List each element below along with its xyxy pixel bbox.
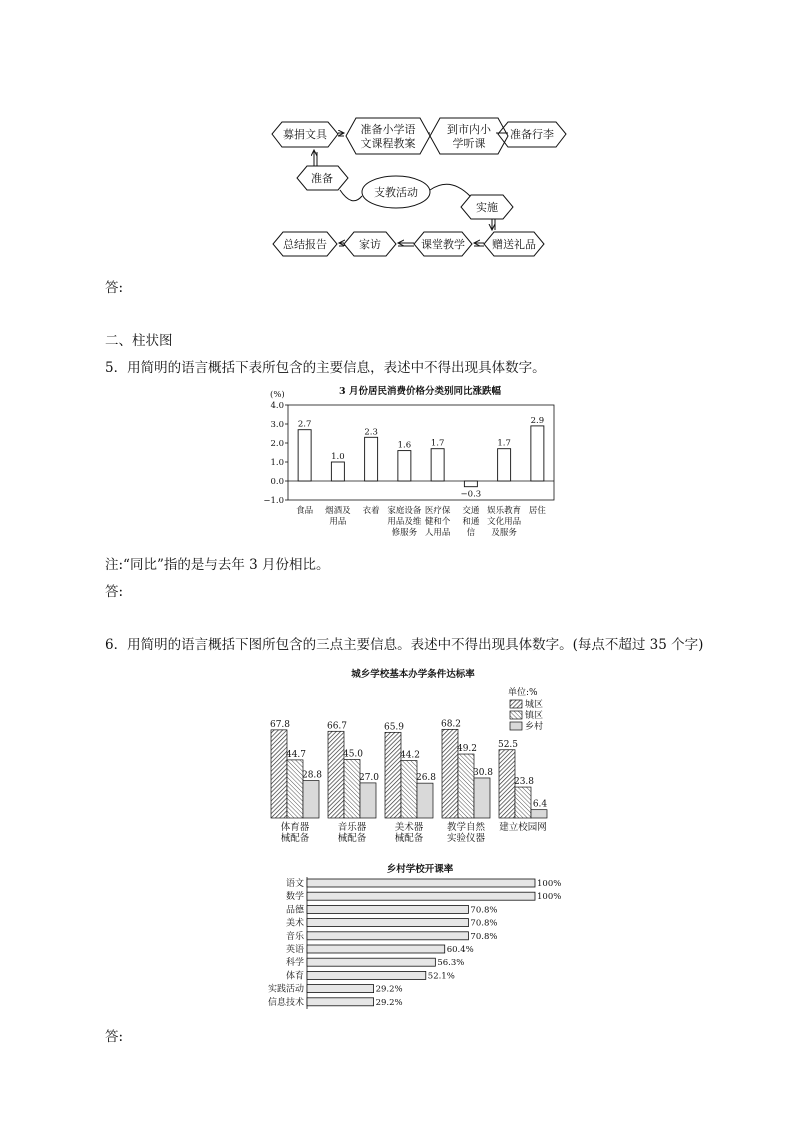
chart2-category-label: 械配备	[280, 833, 310, 844]
chart2-bar	[344, 760, 360, 819]
question-6: 6．用简明的语言概括下图所包含的三点主要信息。表述中不得出现具体数字。(每点不超过 35 个字)	[105, 637, 704, 653]
chart1-bar	[431, 449, 444, 481]
chart1-value-label: 2.7	[297, 419, 312, 430]
chart2-value-label: 67.8	[269, 719, 291, 730]
chart1-category-label: 用品	[329, 517, 347, 527]
flow-node-1: 募捐文具	[283, 128, 327, 141]
cpi-bar-chart	[0, 380, 793, 550]
chart3-category-label: 体育	[285, 971, 304, 982]
chart3-category-label: 品德	[285, 905, 304, 916]
chart3-category-label: 美术	[285, 918, 304, 929]
flowchart	[0, 0, 793, 270]
chart3-bar	[307, 998, 374, 1006]
chart2-value-label: 65.9	[383, 722, 405, 733]
chart1-category-label: 烟酒及	[325, 506, 351, 516]
chart3-category-label: 数学	[285, 892, 304, 903]
chart1-category-label: 修服务	[391, 528, 418, 538]
chart2-bar	[328, 731, 344, 818]
section-title: 二、柱状图	[105, 333, 173, 349]
chart2-category-label: 美术器	[394, 822, 424, 833]
chart2-value-label: 23.8	[513, 777, 535, 788]
chart1-ytick-label: 4.0	[270, 401, 284, 411]
chart1-value-label: 2.3	[364, 427, 378, 438]
chart2-title: 城乡学校基本办学条件达标率	[351, 669, 475, 680]
flow-node-implement: 实施	[476, 201, 498, 214]
chart3-value-label: 29.2%	[375, 997, 403, 1008]
chart3-value-label: 70.8%	[470, 905, 498, 916]
chart2-category-label: 建立校园网	[499, 822, 547, 833]
chart1-ytick-label: 3.0	[270, 420, 284, 430]
flow-node-4: 准备行李	[510, 128, 554, 141]
chart1-category-label: 健和个	[424, 517, 451, 527]
chart1-category-label: 家庭设备	[387, 506, 422, 516]
chart1-bar	[331, 462, 344, 481]
chart2-value-label: 30.8	[472, 767, 494, 778]
chart3-bar	[307, 958, 435, 966]
chart2-value-label: 45.0	[342, 749, 364, 760]
chart1-ylabel: (%)	[270, 390, 285, 400]
chart2-bar	[360, 783, 376, 818]
chart1-category-label: 和通	[462, 517, 480, 527]
chart2-unit: 单位:%	[508, 688, 538, 698]
chart2-bar	[499, 750, 515, 818]
chart1-category-label: 用品及维	[387, 517, 422, 527]
chart2-bar	[271, 730, 287, 818]
chart1-bar	[365, 437, 378, 481]
chart3-bar	[307, 971, 426, 979]
chart2-bar	[417, 783, 433, 818]
answer-label-3: 答:	[105, 1029, 124, 1045]
flow-node-summary: 总结报告	[283, 238, 327, 251]
chart1-category-label: 信	[466, 528, 476, 538]
chart2-value-label: 68.2	[440, 719, 462, 730]
chart1-ytick-label: 1.0	[270, 458, 284, 468]
chart2-bar	[385, 732, 401, 818]
chart3-category-label: 信息技术	[267, 997, 304, 1008]
chart2-category-label: 械配备	[337, 833, 367, 844]
chart1-value-label: 1.0	[331, 452, 345, 462]
chart1-value-label: −0.3	[460, 489, 482, 500]
chart2-legend-label: 城区	[525, 700, 544, 710]
chart1-frame	[288, 405, 554, 500]
chart3-category-label: 语文	[285, 879, 304, 889]
chart1-bar	[464, 481, 477, 487]
chart1-bar	[498, 449, 511, 481]
flow-node-2a: 准备小学语	[360, 123, 416, 136]
flow-node-center: 支教活动	[374, 186, 418, 199]
chart2-bar	[303, 781, 319, 818]
chart3-value-label: 70.8%	[470, 931, 498, 942]
chart1-category-label: 及服务	[491, 528, 517, 538]
chart3-bar	[307, 932, 468, 940]
flow-node-3a: 到市内小	[447, 123, 491, 136]
chart2-bar	[474, 778, 490, 818]
chart2-bar	[531, 810, 547, 818]
chart1-category-label: 衣着	[362, 506, 380, 516]
chart2-legend-swatch	[510, 722, 522, 730]
flow-node-gift: 赠送礼品	[492, 238, 536, 251]
chart3-category-label: 音乐	[285, 931, 304, 942]
chart1-value-label: 1.6	[397, 440, 412, 451]
chart2-bar	[287, 760, 303, 818]
chart2-value-label: 26.8	[415, 773, 437, 784]
chart2-bar	[442, 729, 458, 818]
chart2-category-label: 教学自然	[446, 822, 486, 833]
flow-node-3b: 学听课	[452, 137, 486, 150]
chart3-title: 乡村学校开课率	[386, 864, 454, 875]
chart1-ytick-label: 2.0	[270, 439, 284, 449]
rural-course-rate-chart	[0, 855, 793, 1020]
chart3-value-label: 70.8%	[470, 918, 498, 929]
chart3-bar	[307, 892, 535, 900]
chart2-value-label: 27.0	[358, 772, 380, 783]
chart1-value-label: 2.9	[530, 415, 545, 426]
chart1-category-label: 娱乐教育	[487, 506, 522, 516]
chart2-bar	[401, 761, 417, 818]
chart2-legend-label: 乡村	[525, 722, 544, 732]
chart1-value-label: 1.7	[497, 438, 511, 449]
chart3-category-label: 科学	[285, 958, 304, 969]
chart2-value-label: 52.5	[497, 739, 519, 750]
chart2-category-label: 实验仪器	[446, 833, 486, 844]
chart3-value-label: 29.2%	[375, 984, 403, 995]
flow-node-class: 课堂教学	[421, 238, 465, 251]
flow-node-2b: 文课程教案	[360, 137, 416, 150]
chart1-value-label: 1.7	[430, 438, 445, 449]
chart2-value-label: 6.4	[532, 799, 548, 810]
chart1-ytick-label: −1.0	[263, 496, 284, 506]
chart2-legend-swatch	[510, 711, 522, 719]
school-conditions-chart	[0, 660, 793, 850]
chart3-bar	[307, 879, 535, 887]
chart1-category-label: 食品	[296, 506, 314, 516]
chart2-bar	[458, 754, 474, 818]
question-5: 5．用简明的语言概括下表所包含的主要信息，表述中不得出现具体数字。	[105, 360, 546, 376]
chart1-bar	[398, 451, 411, 481]
chart3-value-label: 100%	[537, 879, 562, 889]
flow-node-visit: 家访	[359, 238, 381, 251]
chart2-value-label: 28.8	[301, 770, 323, 781]
chart2-category-label: 音乐器	[337, 822, 367, 833]
chart2-value-label: 44.2	[399, 750, 421, 761]
chart3-value-label: 100%	[537, 892, 562, 903]
chart2-value-label: 49.2	[456, 744, 478, 755]
chart1-bar	[298, 430, 311, 481]
chart2-value-label: 44.7	[285, 749, 307, 760]
chart2-legend-swatch	[510, 700, 522, 708]
chart1-title: 3 月份居民消费价格分类别同比涨跌幅	[339, 386, 501, 397]
chart3-value-label: 52.1%	[427, 971, 455, 982]
chart3-bar	[307, 905, 468, 913]
answer-label-1: 答:	[105, 280, 124, 296]
chart1-category-label: 人用品	[424, 528, 451, 538]
answer-label-2: 答:	[105, 584, 124, 600]
chart2-bar	[515, 787, 531, 818]
chart1-category-label: 文化用品	[487, 517, 522, 527]
chart2-value-label: 66.7	[326, 721, 348, 732]
chart3-category-label: 实践活动	[267, 984, 304, 995]
chart3-bar	[307, 919, 468, 927]
chart1-category-label: 居住	[528, 506, 546, 516]
chart3-bar	[307, 945, 445, 953]
chart1-category-label: 交通	[462, 506, 480, 516]
chart1-category-label: 医疗保	[424, 506, 451, 516]
chart2-legend-label: 镇区	[525, 711, 544, 721]
chart1-bar	[531, 426, 544, 481]
chart1-ytick-label: 0.0	[270, 477, 284, 487]
chart3-value-label: 60.4%	[446, 945, 474, 955]
chart3-value-label: 56.3%	[437, 958, 465, 969]
flow-node-prepare: 准备	[311, 172, 333, 185]
chart3-category-label: 英语	[285, 945, 304, 955]
chart2-category-label: 械配备	[394, 833, 424, 844]
note-text: 注:“同比”指的是与去年 3 月份相比。	[105, 557, 330, 573]
chart2-category-label: 体育器	[280, 822, 310, 833]
chart3-bar	[307, 985, 374, 993]
